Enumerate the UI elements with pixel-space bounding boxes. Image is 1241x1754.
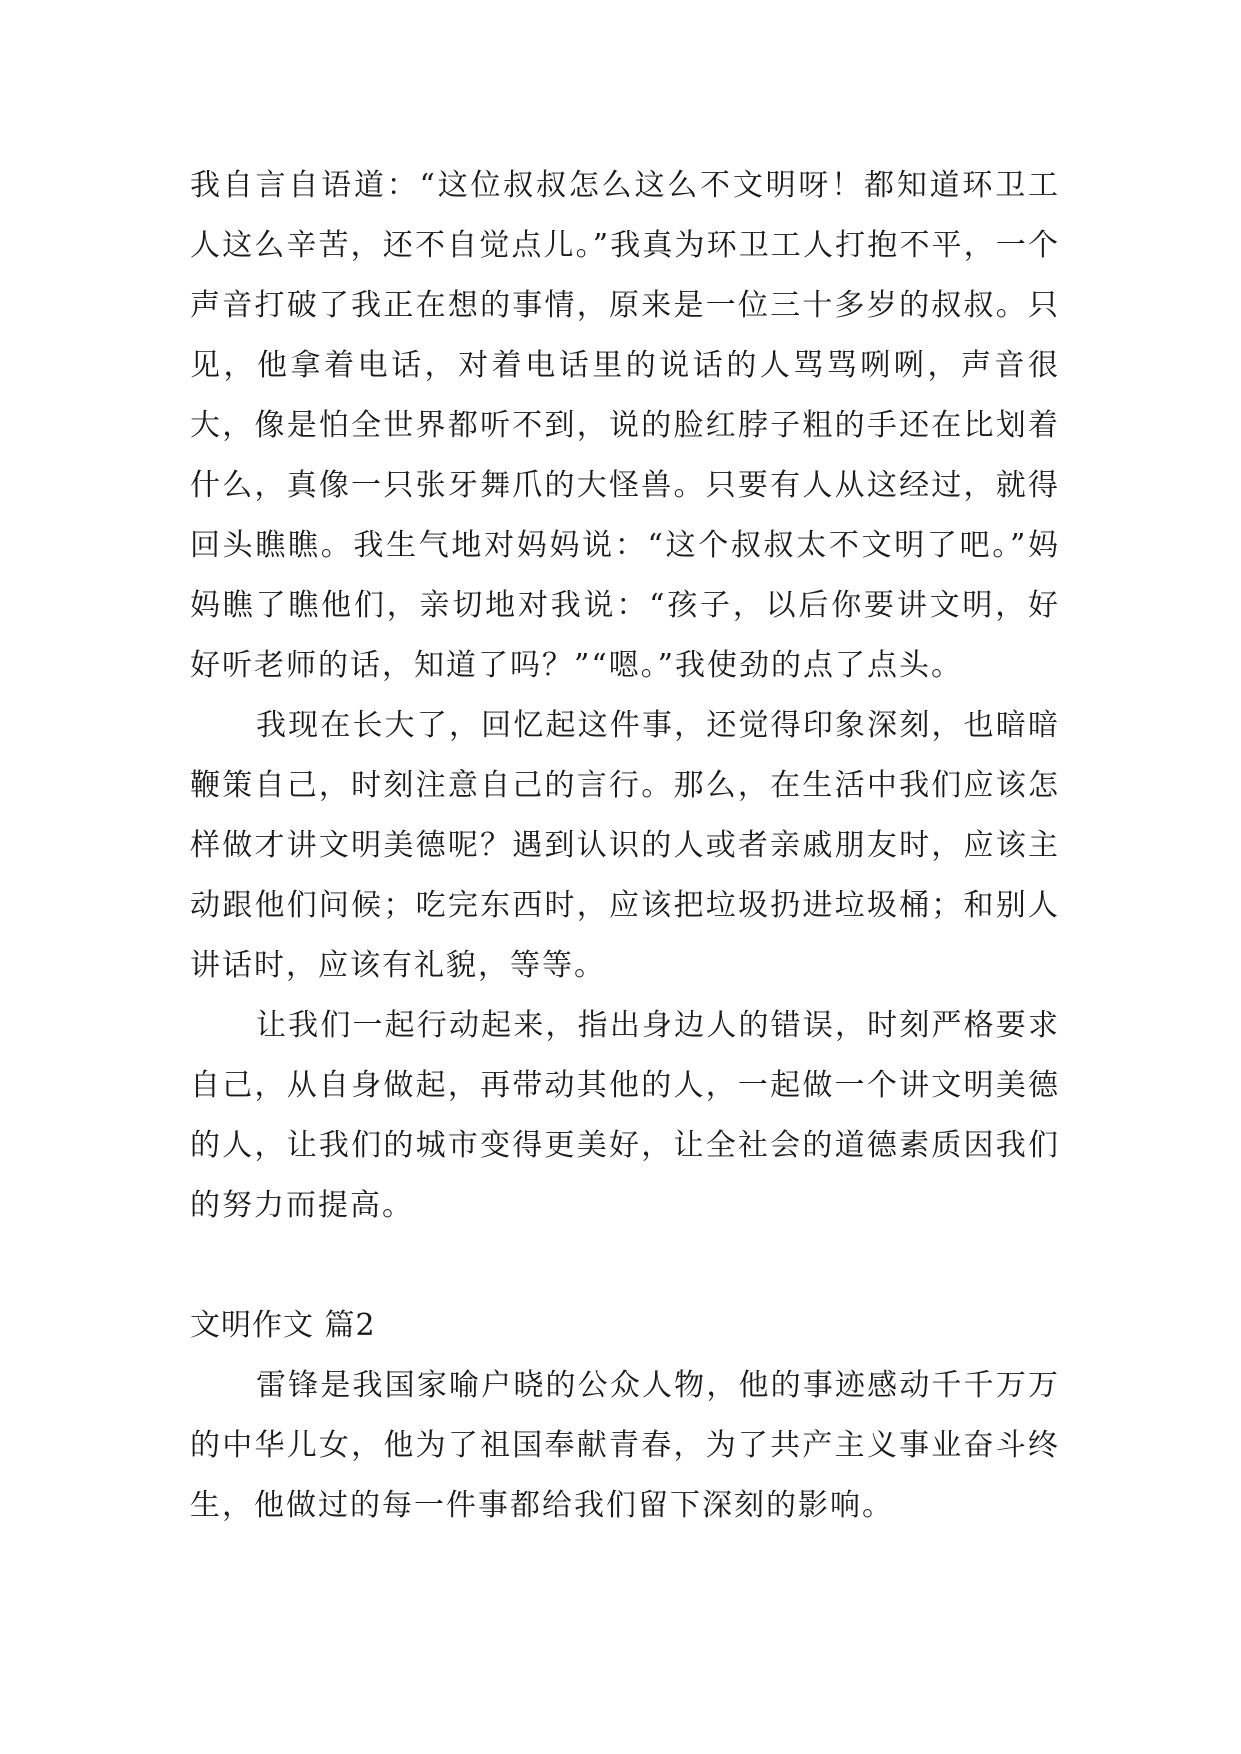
paragraph-call-to-action: 让我们一起行动起来，指出身边人的错误，时刻严格要求自己，从自身做起，再带动其他的人，一起做一个讲文明美德的人，让我们的城市变得更美好，让全社会的道德素质因我们的努力而提高。 <box>190 1008 1060 1223</box>
paragraph-reflection: 我现在长大了，回忆起这件事，还觉得印象深刻，也暗暗鞭策自己，时刻注意自己的言行。那么，在生活中我们应该怎样做才讲文明美德呢？遇到认识的人或者亲戚朋友时，应该主动跟他们问候；吃完东西时，应该把垃圾扔进垃圾桶；和别人讲话时，应该有礼貌，等等。 <box>190 708 1060 983</box>
paragraph-continued: 我自言自语道：“这位叔叔怎么这么不文明呀！都知道环卫工人这么辛苦，还不自觉点儿。”我真为环卫工人打抱不平，一个声音打破了我正在想的事情，原来是一位三十多岁的叔叔。只见，他拿着电话，对着电话里的说话的人骂骂咧咧，声音很大，像是怕全世界都听不到，说的脸红脖子粗的手还在比划着什么，真像一只张牙舞爪的大怪兽。只要有人从这经过，就得回头瞧瞧。我生气地对妈妈说：“这个叔叔太不文明了吧。”妈妈瞧了瞧他们，亲切地对我说：“孩子，以后你要讲文明，好好听老师的话，知道了吗？”“嗯。”我使劲的点了点头。 <box>190 168 1060 683</box>
section-heading: 文明作文 篇2 <box>190 1308 376 1343</box>
document-body <box>190 156 1060 1536</box>
paragraph-leifeng: 雷锋是我国家喻户晓的公众人物，他的事迹感动千千万万的中华儿女，他为了祖国奉献青春，为了共产主义事业奋斗终生，他做过的每一件事都给我们留下深刻的影响。 <box>190 1368 1060 1523</box>
